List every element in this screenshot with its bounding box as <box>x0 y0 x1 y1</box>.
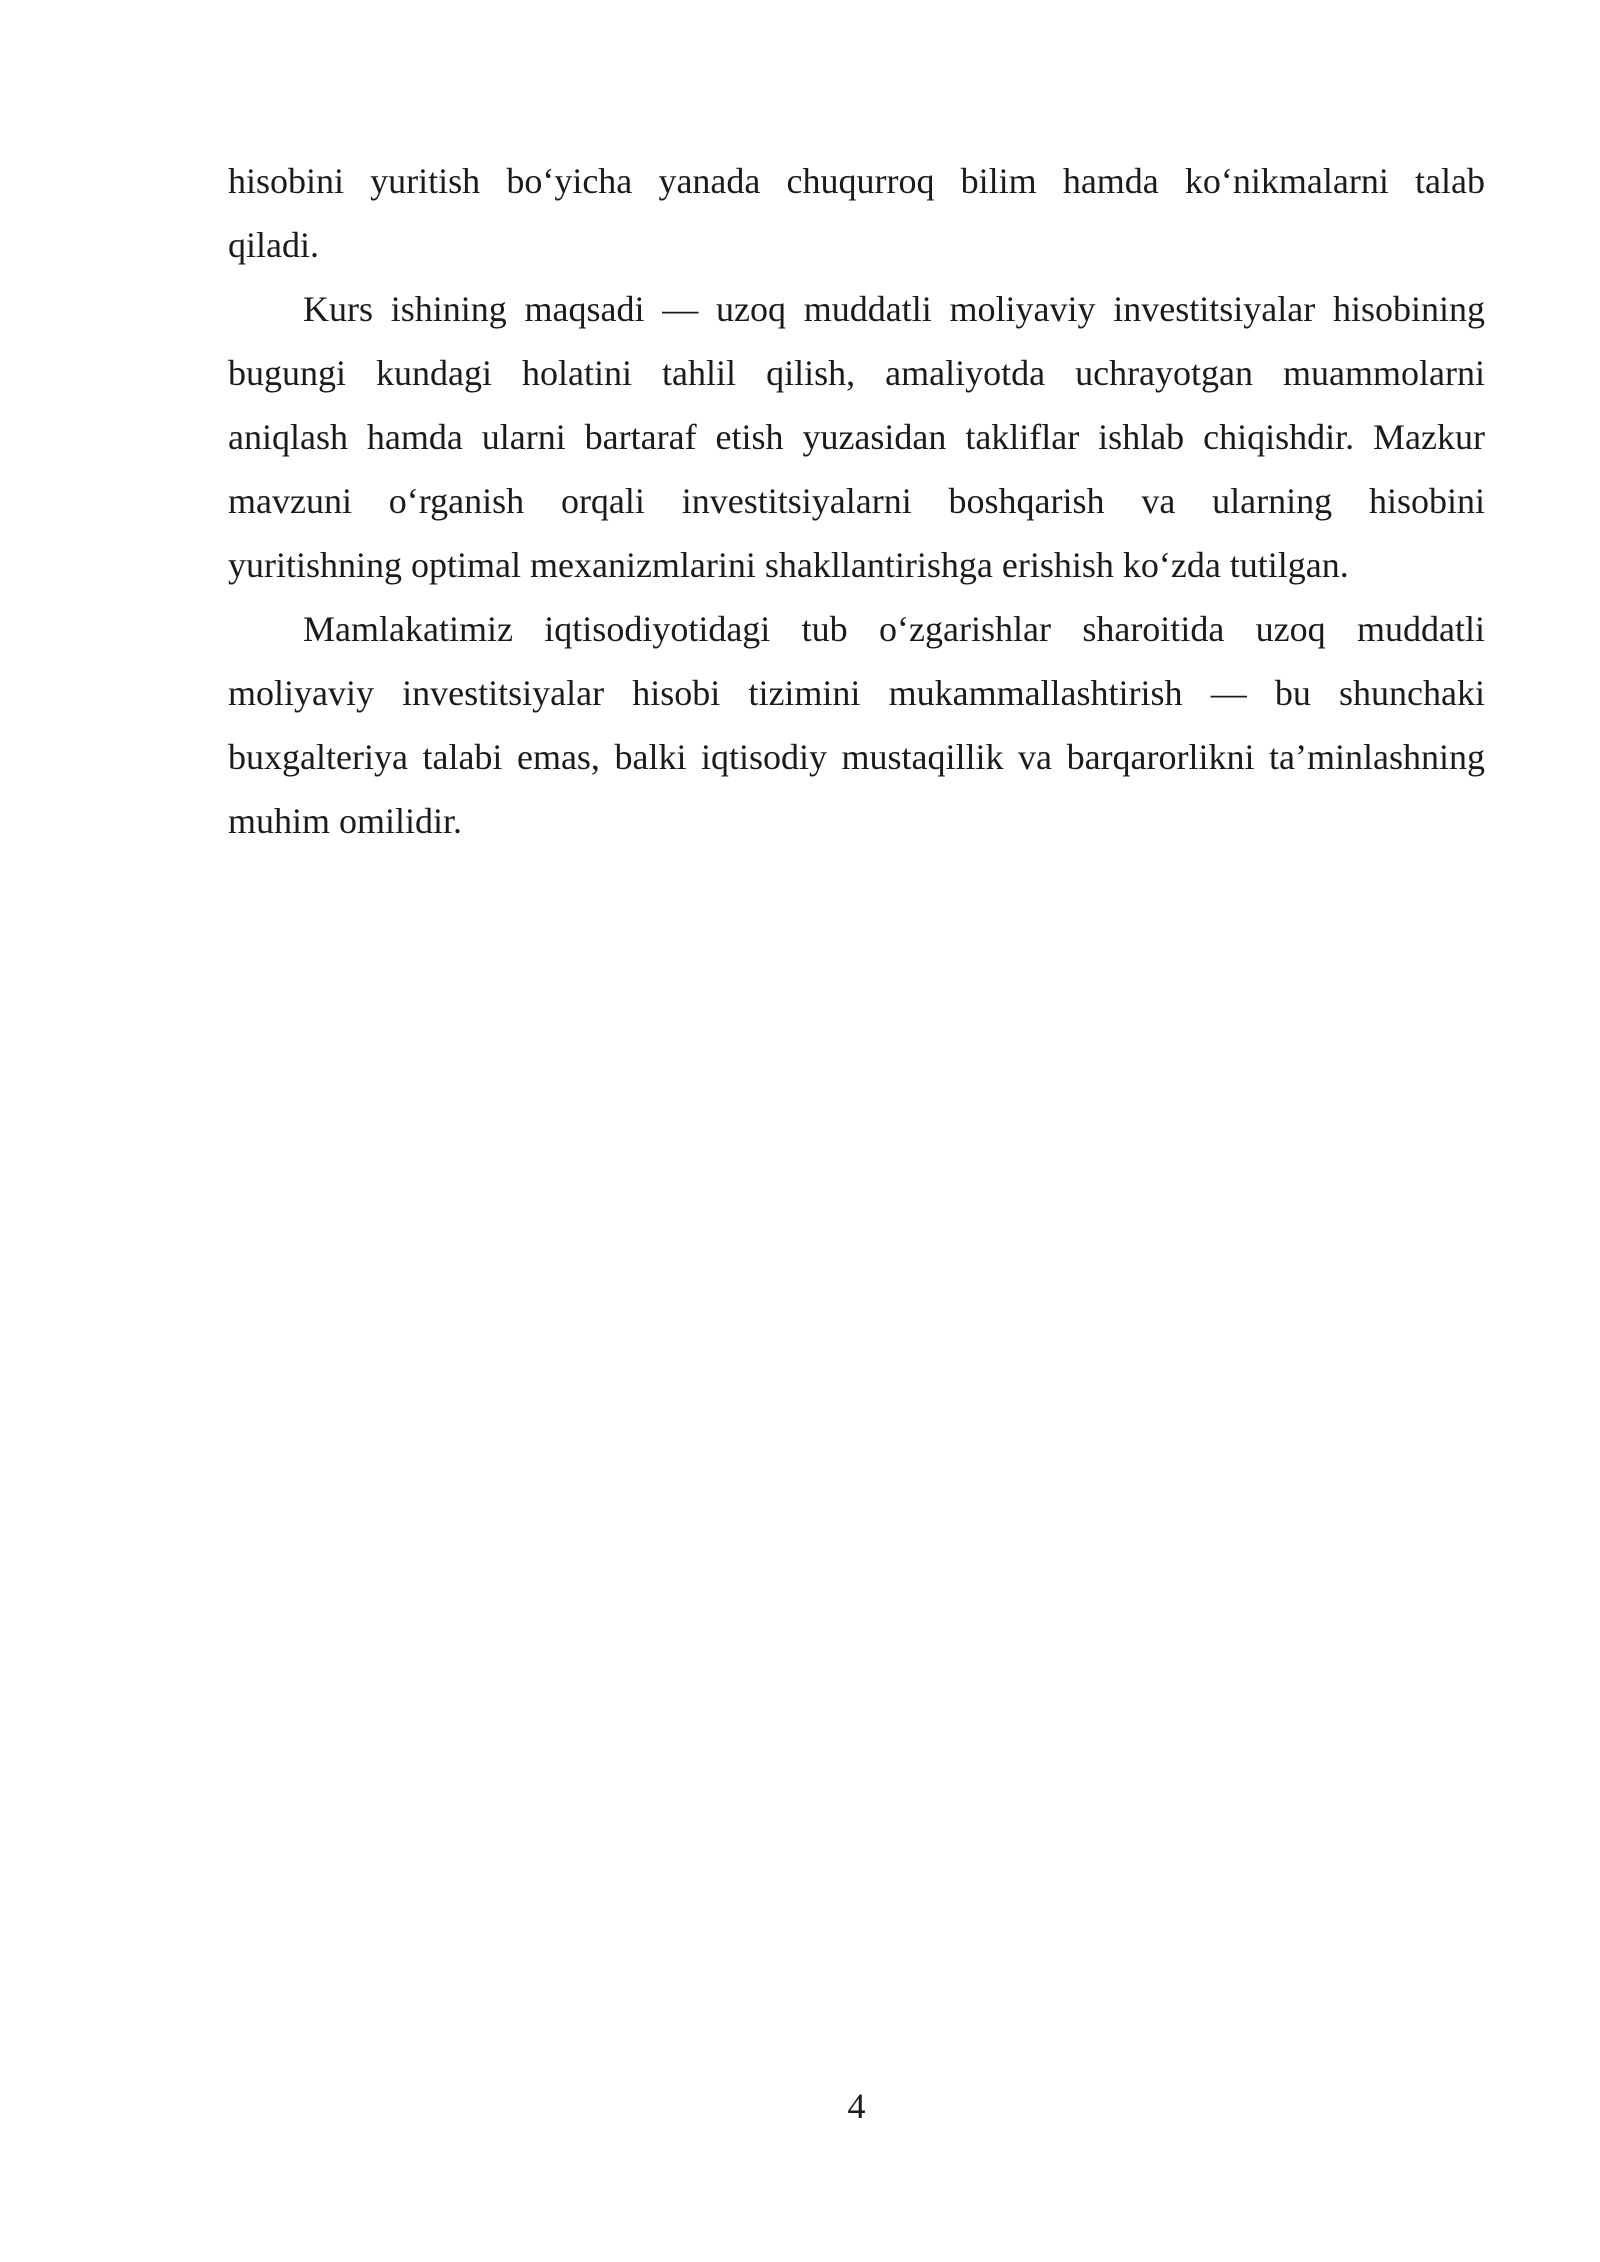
text-line: qiladi. <box>228 225 319 265</box>
text-line: aniqlash hamda ularni bartaraf etish yuzasidan takliflar ishlab chiqishdir. Mazkur <box>228 417 1485 457</box>
text-line: bugungi kundagi holatini tahlil qilish, amaliyotda uchrayotgan muammolarni <box>228 353 1485 393</box>
paragraph <box>228 277 1485 597</box>
text-line: Mamlakatimiz iqtisodiyotidagi tub oʻzgarishlar sharoitida uzoq muddatli <box>303 609 1485 649</box>
text-line: mavzuni oʻrganish orqali investitsiyalarni boshqarish va ularning hisobini <box>228 481 1485 521</box>
text-line: hisobini yuritish boʻyicha yanada chuqurroq bilim hamda koʻnikmalarni talab <box>228 161 1485 201</box>
text-line: buxgalteriya talabi emas, balki iqtisodiy mustaqillik va barqarorlikni ta’minlashning <box>228 737 1485 777</box>
text-line: Kurs ishining maqsadi — uzoq muddatli moliyaviy investitsiyalar hisobining <box>303 289 1485 329</box>
paragraph <box>228 597 1485 853</box>
text-line: moliyaviy investitsiyalar hisobi tizimini mukammallashtirish — bu shunchaki <box>228 673 1485 713</box>
text-line: yuritishning optimal mexanizmlarini shakllantirishga erishish koʻzda tutilgan. <box>228 545 1349 585</box>
page-number: 4 <box>847 2086 866 2126</box>
text-line: muhim omilidir. <box>228 801 463 841</box>
text-block <box>228 149 1485 853</box>
paragraph <box>228 149 1485 277</box>
